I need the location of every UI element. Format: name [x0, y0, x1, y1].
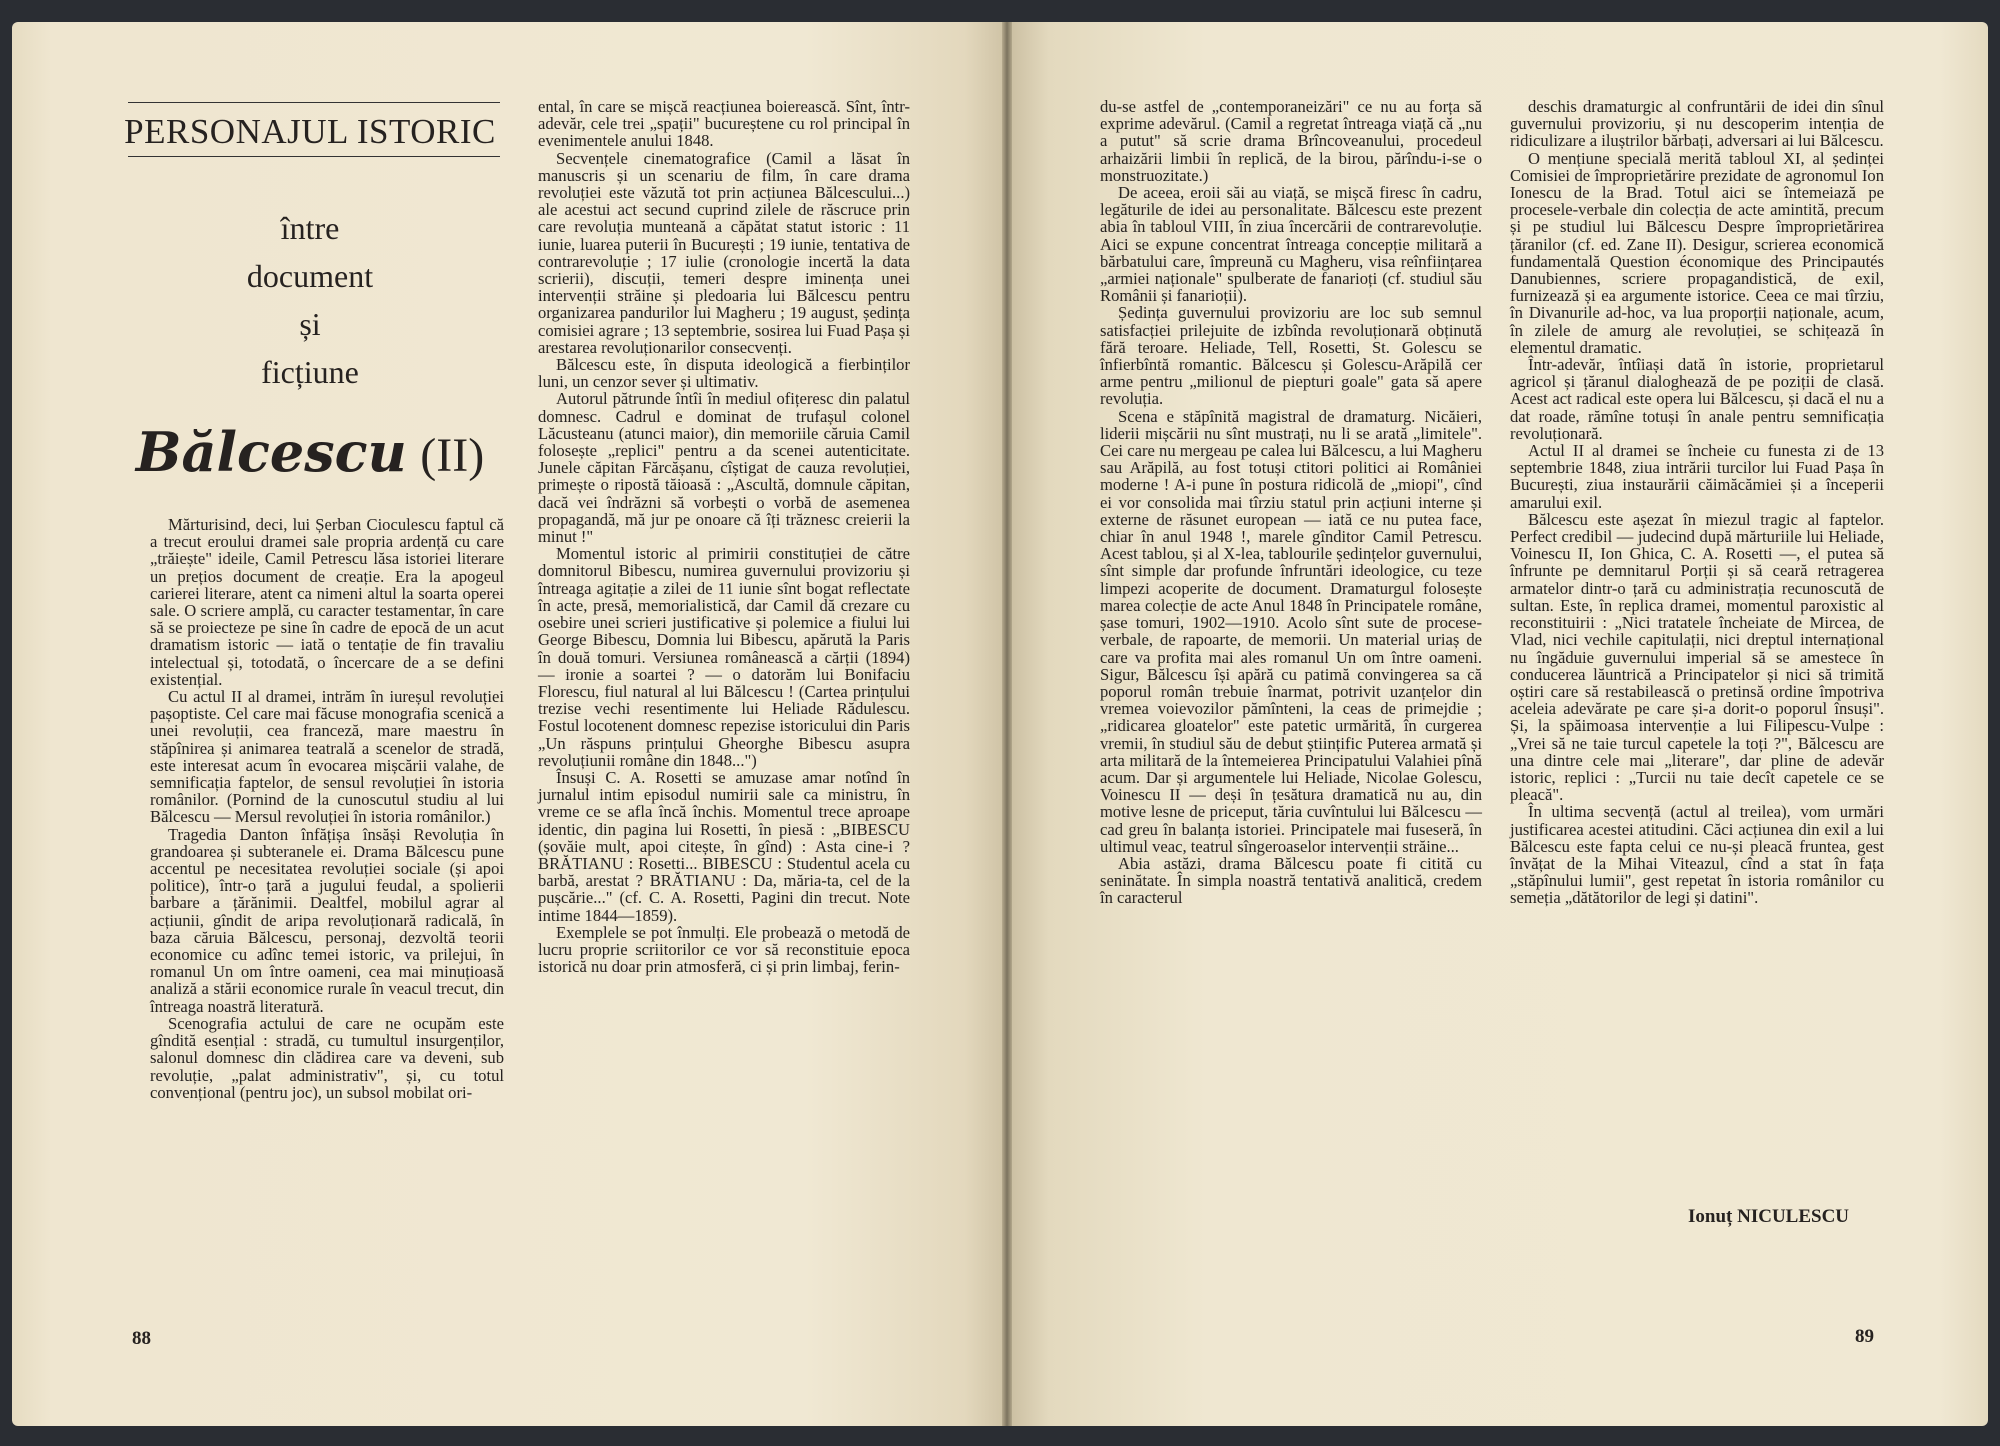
left-page-column-1 [150, 516, 504, 1101]
paragraph: Bălcescu este așezat în miezul tragic al faptelor. Perfect credibil — judecind după mărturiile lui Heliade, Voinescu II, Ion Ghica, C. A. Rosetti —, el putea să înfrunte pe demnitarul Porții și să ceară retragerea armatelor dintr-o țară cu administrația recunoscută de sultan. Este, în replica dramei, momentul paroxistic al reconstituirii : „Nici tratatele încheiate de Mircea, de Vlad, nici vechile capitulații, nici dreptul internațional nu îngăduie guvernului imperial să se amestece în conducerea lăuntrică a Principatelor și nici să trimită oștiri care să restabilească o pretinsă ordine împotriva aceleia adevărate pe care și-a dorit-o poporul însuși". Și, la spăimoasa intervenție a lui Filipescu-Vulpe : „Vrei să ne taie turcul capetele la toți ?", Bălcescu are una dintre cele mai „literare", dar pline de adevăr istoric, replici : „Turcii nu taie decît capetele ce se pleacă". [1510, 509, 1884, 805]
paragraph: Abia astăzi, drama Bălcescu poate fi citită cu seninătate. În simpla noastră tentativă analitică, credem în caracterul [1100, 853, 1482, 908]
paragraph: În ultima secvență (actul al treilea), vom urmări justificarea acestei atitudini. Căci acțiunea din exil a lui Bălcescu este fapta celui ce nu-și pleacă fruntea, gest învățat de la Mihai Viteazul, cînd a stat în fața „stăpînului lumii", gest repetat în istoria românilor cu semeția „dătătorilor de legi și datini". [1510, 802, 1884, 908]
paragraph: Secvențele cinematografice (Camil a lăsat în manuscris și un scenariu de film, în care drama revoluției este văzută tot prin acțiunea Bălcescului...) ale acestui act secund cuprind zilele de răscruce prin care revoluția munteană a căpătat statut istoric : 11 iunie, luarea puterii în București ; 19 iunie, tentativa de contrarevoluție ; 17 iulie (cronologie incertă la data scrierii), discuții, temeri despre iminența unei intervenții străine și pledoaria lui Bălcescu pentru organizarea pandurilor lui Magheru ; 19 august, ședința comisiei agrare ; 13 septembrie, sosirea lui Fuad Pașa și arestarea revoluționarilor consecvenți. [538, 148, 910, 357]
paragraph: De aceea, eroii săi au viață, se mișcă firesc în cadru, legăturile de idei au personalitate. Bălcescu este prezent abia în tabloul VIII, în ziua încercării de contrarevoluție. Aici se expune concentrat întreaga concepție militară a bărbatului care, împreună cu Magheru, visa reînființarea „armiei naționale" spulberate de fanarioți (cf. studiul său Românii și fanarioții). [1100, 183, 1482, 306]
paragraph: Exemplele se pot înmulți. Ele probează o metodă de lucru proprie scriitorilor ce vor să reconstituie epoca istorică nu doar prin atmosferă, ci și prin limbaj, ferin- [538, 922, 910, 977]
paragraph: O mențiune specială merită tabloul XI, al ședinței Comisiei de împroprietărire prezidate de agronomul Ion Ionescu de la Brad. Totul aici se întemeiază pe procesele-verbale din colecția de acte amintită, precum și pe studiul lui Bălcescu Despre împroprietărirea țăranilor (cf. ed. Zane II). Desigur, scrierea economică fundamentală Question économique des Principautés Danubiennes, scriere propagandistică, de exil, furnizează și ea argumente istorice. Ceea ce mai tîrziu, în Divanurile ad-hoc, va lua proporții naționale, acum, în zilele de amurg ale revoluției, se schițează în elementul dramatic. [1510, 148, 1884, 357]
subtitle-line-2: document [246, 258, 374, 294]
left-page-column-2 [538, 98, 910, 975]
paragraph: Autorul pătrunde întîi în mediul ofițeresc din palatul domnesc. Cadrul e dominat de trufașul colonel Lăcusteanu (atunci maior), din memoriile căruia Camil folosește „replici" pentru a da scenei autenticitate. Junele căpitan Fărcășanu, cîștigat de cauza revoluției, primește o ripostă tăioasă : „Ascultă, domnule căpitan, dacă vei îndrăzni să vorbești o vorbă de asemenea propagandă, mă jur pe onoare că îți trăznesc creierii la minut !" [538, 389, 910, 547]
paragraph: Cu actul II al dramei, intrăm în iureșul revoluției pașoptiste. Cel care mai făcuse monografia scenică a unei revoluții, cea franceză, mare maestru în stăpînirea și animarea teatrală a scenelor de stradă, este interesat acum în evocarea mișcării valahe, de semnificația faptelor, de sensul revoluției în istoria românilor. (Pornind de la cunoscutul studiu al lui Bălcescu — Mersul revoluției în istoria românilor.) [150, 687, 504, 827]
article-title-part: (II) [420, 429, 485, 482]
article-author: Ionuț NICULESCU [1688, 1206, 1850, 1227]
subtitle-line-3: și [299, 306, 321, 342]
title-top-rule [128, 102, 500, 103]
paragraph: ental, în care se mișcă reacțiunea boierească. Sînt, într-adevăr, cele trei „spații" bucureștene cu rol principal în evenimentele anului 1848. [538, 97, 910, 151]
paragraph: Într-adevăr, întîiași dată în istorie, proprietarul agricol și țăranul dialoghează de pe poziții de clasă. Acest act radical este opera lui Bălcescu, și dacă el nu a dat roade, rămîne totuși în anale pentru semnificația revoluționară. [1510, 355, 1884, 443]
title-bottom-rule [128, 156, 500, 157]
paragraph: Mărturisind, deci, lui Șerban Cioculescu faptul că a trecut eroului dramei sale propria ardență cu care „trăiește" ideile, Camil Petrescu lăsa istoriei literare un prețios document de creație. Era la apogeul carierei literare, atent ca nimeni altul la soarta operei sale. O scriere amplă, cu caracter testamentar, în care să se proiecteze pe sine în cadre de epocă de un acut dramatism istoric — iată o tentație de fin travaliu intelectual și, totodată, o încercare de a se defini existențial. [150, 515, 504, 689]
right-page-column-1 [1100, 98, 1482, 907]
book-spine [1002, 22, 1012, 1426]
article-title-name: Bălcescu [135, 420, 407, 484]
paragraph: Ședința guvernului provizoriu are loc sub semnul satisfacției prilejuite de izbînda revoluționară obținută fără teroare. Heliade, Tell, Rosetti, St. Golescu se înfierbîntă romantic. Bălcescu și Golescu-Arăpilă cer arme pentru „milionul de piepturi goale" gata să apere revoluția. [1100, 303, 1482, 409]
article-title [115, 420, 505, 488]
paragraph: deschis dramaturgic al confruntării de idei din sînul guvernului provizoriu, și nu descoperim intenția de ridiculizare a iluștrilor bărbați, adversari ai lui Bălcescu. [1510, 97, 1884, 151]
page-number-left: 88 [132, 1328, 151, 1349]
subtitle-line-1: între [280, 210, 340, 246]
right-page-column-2 [1510, 98, 1884, 907]
subtitle-line-4: ficțiune [261, 354, 359, 390]
paragraph: Scena e stăpînită magistral de dramaturg. Nicăieri, liderii mișcării nu sînt mustrați, nu li se arată „limitele". Cei care nu mergeau pe calea lui Bălcescu, a lui Magheru sau Arăpilă, au fost totuși ctitori politici ai României moderne ! A-i pune în postura ridicolă de „miopi", cînd ei vor consolida mai tîrziu statul prin acțiuni interne și externe de răsunet european — iată ce nu putea face, chiar în anul 1948 !, marele gînditor Camil Petrescu. Acest tablou, și al X-lea, tablourile ședințelor guvernului, sînt simple dar profunde înfruntări ideologice, cu teze limpezi acoperite de document. Dramaturgul folosește marea colecție de acte Anul 1848 în Principatele române, șase tomuri, 1902—1910. Acolo sînt sute de procese-verbale, de rapoarte, de memorii. Un material uriaș de care va profita mai ales romanul Un om între oameni. Sigur, Bălcescu își apără cu patimă convingerea sa că poporul român trebuie înarmat, potrivit uzanțelor din vremea voievozilor pămînteni, la ceas de primejdie ; „ridicarea gloatelor" este patetic urmărită, în curgerea vremii, în studiul său de debut științific Puterea armată și arta militară de la întemeierea Principatului Valahiei pînă acum. Dar și argumentele lui Heliade, Nicolae Golescu, Voinescu II — deși în țesătura dramatică nu au, din motive lesne de priceput, tăria cuvîntului lui Bălcescu — cad greu în balanța istoriei. Principatele mai fuseseră, în ultimul veac, teatrul sîngeroaselor intervenții străine... [1100, 406, 1482, 856]
paragraph: du-se astfel de „contemporaneizări" ce nu au forța să exprime adevărul. (Camil a regretat întreaga viață că „nu a putut" să scrie drama Brîncoveanului, procedeul arhaizării limbii în replică, de la birou, părîndu-i-se o monstruozitate.) [1100, 97, 1482, 185]
paragraph: Însuși C. A. Rosetti se amuzase amar notînd în jurnalul intim episodul numirii sale ca ministru, în vreme ce se afla încă închis. Momentul trece aproape identic, din pagina lui Rosetti, în piesă : „BIBESCU (șovăie mult, apoi citește, în gînd) : Asta cine-i ? BRĂTIANU : Rosetti... BIBESCU : Studentul acela cu barbă, arestat ? BRĂTIANU : Da, măria-ta, cel de la pușcărie..." (cf. C. A. Rosetti, Pagini din trecut. Note intime 1844—1859). [538, 767, 910, 925]
paragraph: Tragedia Danton înfățișa însăși Revoluția în grandoarea și subteranele ei. Drama Bălcescu pune accentul pe necesitatea revoluției sociale (și apoi politice), într-o țară a jugului feudal, a spolierii barbare a țărănimii. Dealtfel, mobilul agrar al acțiunii, gîndit de aripa revoluționară radicală, în baza căruia Bălcescu, personaj, dezvoltă teorii economice cu adînc temei istoric, va prilejui, în romanul Un om între oameni, cea mai minuțioasă analiză a stării economice rurale în veacul trecut, din întreaga noastră literatură. [150, 824, 504, 1016]
paragraph: Scenografia actului de care ne ocupăm este gîndită esențial : stradă, cu tumultul insurgenților, salonul domnesc din clădirea care va deveni, sub revoluție, „palat administrativ", și, cu totul convențional (pentru joc), un subsol mobilat ori- [150, 1013, 504, 1102]
paragraph: Momentul istoric al primirii constituției de către domnitorul Bibescu, numirea guvernului provizoriu și întreaga agitație a zilei de 11 iunie sînt bogat reflectate în acte, presă, memorialistică, dar Camil dă crezare cu osebire unei scrieri justificative și polemice a fiului lui George Bibescu, Domnia lui Bibescu, apărută la Paris în două tomuri. Versiunea românească a cărții (1894) — ironie a soartei ? — o datorăm lui Bonifaciu Florescu, fiul natural al lui Bălcescu ! (Cartea prințului trezise vechi resentimente lui Heliade Rădulescu. Fostul locotenent domnesc repezise istoricului din Paris „Un răspuns prințului Gheorghe Bibescu asupra revoluțiunii române din 1848...") [538, 544, 910, 770]
page-number-right: 89 [1855, 1326, 1874, 1347]
paragraph: Bălcescu este, în disputa ideologică a fierbinților luni, un cenzor sever și ultimativ. [538, 355, 910, 392]
article-section-title: PERSONAJUL ISTORIC [124, 112, 496, 151]
paragraph: Actul II al dramei se încheie cu funesta zi de 13 septembrie 1848, ziua intrării turcilor lui Fuad Pașa în București, ziua instaurării căimăcămiei și a începerii amarului exil. [1510, 441, 1884, 512]
